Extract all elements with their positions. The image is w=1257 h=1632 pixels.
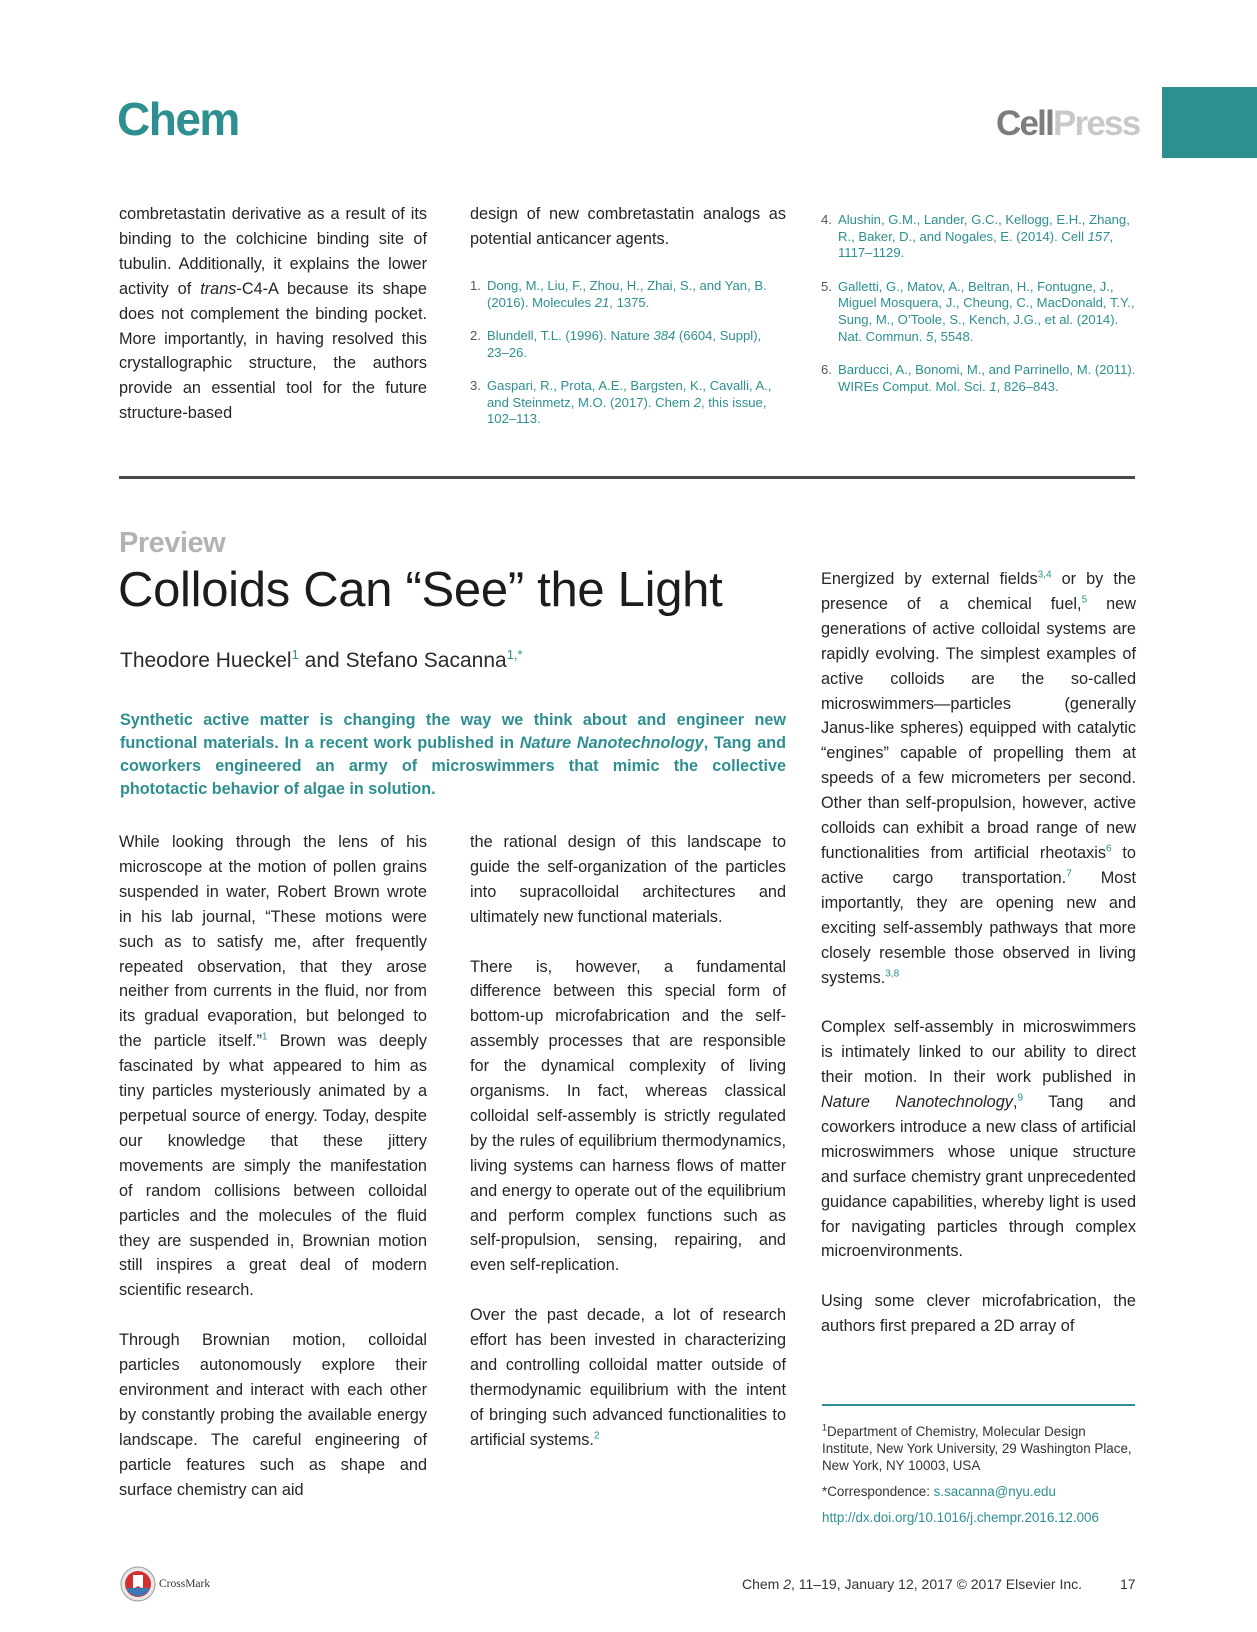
- correspondence-line: *Correspondence: s.sacanna@nyu.edu: [822, 1484, 1056, 1499]
- section-divider: [119, 476, 1135, 479]
- publisher-press: Press: [1053, 104, 1140, 143]
- crossmark-label: CrossMark: [159, 1578, 211, 1590]
- email-link[interactable]: s.sacanna@nyu.edu: [933, 1484, 1056, 1499]
- body-paragraph: There is, however, a fundamental difference between this special form of bottom-up microfabrication and the self-assembly processes that are responsible for the dynamical complexity of living organisms. In fact, whereas classical colloidal self-assembly is strictly regulated by the rules of equilibrium thermodynamics, living systems can harness flows of matter and energy to operate out of the equilibrium and perform complex functions such as self-propulsion, sensing, repairing, and even self-replication.: [470, 957, 786, 1275]
- prev-article-paragraph: combretastatin derivative as a result of its binding to the colchicine binding site of tubulin. Additionally, it explains the lower activity of trans-C4-A because its shape does not complement the binding pocket. More importantly, in having resolved this crystallographic structure, the authors provide an essential tool for the future structure-based: [119, 205, 427, 423]
- author-affiliation-sup[interactable]: 1,*: [506, 647, 523, 662]
- citation-link[interactable]: 6: [1106, 843, 1112, 855]
- prev-article-column-1: [119, 202, 427, 426]
- affiliation-footnote: $^1$Department of Chemistry, Molecular Design Institute, New York University, 29 Washington Place, New York, NY 10003, USA: [822, 1422, 1132, 1473]
- reference-item[interactable]: 1. Dong, M., Liu, F., Zhou, H., Zhai, S., and Yan, B. (2016). Molecules 21, 1375.: [470, 278, 767, 310]
- footnote-divider: [822, 1404, 1135, 1406]
- citation-link[interactable]: 7: [1066, 868, 1072, 880]
- body-column-3: [821, 567, 1136, 1339]
- prev-article-paragraph-end: design of new combretastatin analogs as potential anticancer agents.: [470, 205, 786, 248]
- body-paragraph: the rational design of this landscape to guide the self-organization of the particles into supracolloidal architectures and ultimately new functional materials.: [470, 833, 786, 926]
- body-paragraph: While looking through the lens of his microscope at the motion of pollen grains suspended in water, Robert Brown wrote in his lab journal, “These motions were such as to satisfy me, after frequently repeated observation, that they arose neither from currents in the fluid, nor from its gradual evaporation, but belonged to the particle itself.”$^1$ Brown was deeply fascinated by what appeared to him as tiny particles mysteriously animated by a perpetual source of energy. Today, despite our knowledge that these jittery movements are simply the manifestation of random collisions between colloidal particles and the molecules of the fluid they are suspended in, Brownian motion still inspires a great deal of modern scientific research.: [119, 833, 427, 1300]
- journal-logo: Chem: [117, 93, 239, 145]
- prev-article-column-2: [470, 202, 786, 252]
- reference-list-a: [470, 278, 786, 444]
- corner-tab: [1162, 87, 1257, 158]
- reference-item[interactable]: 3. Gaspari, R., Prota, A.E., Bargsten, K., Cavalli, A., and Steinmetz, M.O. (2017). Chem 2, this issue, 102–113.: [470, 377, 772, 427]
- doi-link[interactable]: http://dx.doi.org/10.1016/j.chempr.2016.12.006: [822, 1510, 1099, 1525]
- reference-item[interactable]: 4. Alushin, G.M., Lander, G.C., Kellogg, E.H., Zhang, R., Baker, D., and Nogales, E. (2014). Cell 157, 1117–1129.: [821, 212, 1130, 261]
- crossmark-icon: [120, 1566, 156, 1602]
- page-number: 17: [1120, 1576, 1136, 1592]
- body-paragraph: Through Brownian motion, colloidal particles autonomously explore their environment and interact with each other by constantly probing the available energy landscape. The careful engineering of particle features such as shape and surface chemistry can aid: [119, 1331, 427, 1499]
- citation-link[interactable]: 1: [261, 1031, 268, 1043]
- section-label: Preview: [119, 527, 226, 559]
- citation-link[interactable]: 3,4: [1037, 569, 1052, 581]
- body-paragraph: Over the past decade, a lot of research effort has been invested in characterizing and controlling colloidal matter outside of thermodynamic equilibrium with the intent of bringing such advanced functionalities to artificial systems.$^2$: [470, 1306, 786, 1449]
- body-paragraph: Complex self-assembly in microswimmers is intimately linked to our ability to direct their motion. In their work published in Nature Nanotechnology,$^9$ Tang and coworkers introduce a new class of artificial microswimmers whose unique structure and surface chemistry grant unprecedented guidance capabilities, whereby light is used for navigating particles through complex microenvironments.: [821, 1018, 1136, 1261]
- reference-list-b: [821, 212, 1136, 412]
- reference-item[interactable]: 6. Barducci, A., Bonomi, M., and Parrinello, M. (2011). WIREs Comput. Mol. Sci. 1, 826–843.: [821, 361, 1136, 394]
- citation-footer: Chem 2, 11–19, January 12, 2017 © 2017 Elsevier Inc.: [742, 1576, 1083, 1592]
- author-name[interactable]: Stefano Sacanna: [345, 649, 507, 672]
- author-name[interactable]: Theodore Hueckel: [120, 649, 292, 672]
- body-paragraph: Energized by external fields$^{3,4}$ or by the presence of a chemical fuel,$^5$ new generations of active colloidal systems are rapidly evolving. The simplest examples of active colloids are the so-called microswimmers—particles (generally Janus-like spheres) equipped with catalytic “engines” capable of propelling them at speeds of a few micrometers per second. Other than self-propulsion, however, active colloids can exhibit a broad range of new functionalities from artificial rheotaxis$^6$ to active cargo transportation.$^7$ Most importantly, they are opening new and exciting self-assembly pathways that more closely resemble those observed in living systems.$^{3,8}$: [821, 569, 1136, 987]
- reference-item[interactable]: 2. Blundell, T.L. (1996). Nature 384 (6604, Suppl), 23–26.: [470, 327, 762, 360]
- body-paragraph: Using some clever microfabrication, the authors first prepared a 2D array of: [821, 1292, 1136, 1336]
- body-column-2: [470, 830, 786, 1453]
- reference-item[interactable]: 5. Galletti, G., Matov, A., Beltran, H., Fontugne, J., Miguel Mosquera, J., Cheung, C., MacDonald, T.Y., Sung, M., O’Toole, S., Kench, J.G., et al. (2014). Nat. Commun. 5, 5548.: [821, 278, 1135, 344]
- citation-link[interactable]: 3,8: [885, 968, 900, 980]
- publisher-cell: Cell: [996, 104, 1053, 143]
- author-affiliation-sup[interactable]: 1: [291, 647, 299, 662]
- citation-link[interactable]: 5: [1081, 594, 1088, 606]
- citation-link[interactable]: 9: [1017, 1092, 1024, 1104]
- article-title: Colloids Can “See” the Light: [118, 563, 723, 617]
- body-column-1: [119, 830, 427, 1502]
- author-line: Theodore Hueckel$^1$ and Stefano Sacanna$^{1,*}$: [120, 647, 523, 672]
- citation-link[interactable]: 2: [593, 1430, 600, 1442]
- cellpress-logo: [996, 104, 1139, 144]
- crossmark-badge[interactable]: [120, 1566, 210, 1602]
- abstract: Synthetic active matter is changing the way we think about and engineer new functional materials. In a recent work published in Nature Nanotechnology, Tang and coworkers engineered an army of microswimmers that mimic the collective phototactic behavior of algae in solution.: [120, 711, 787, 798]
